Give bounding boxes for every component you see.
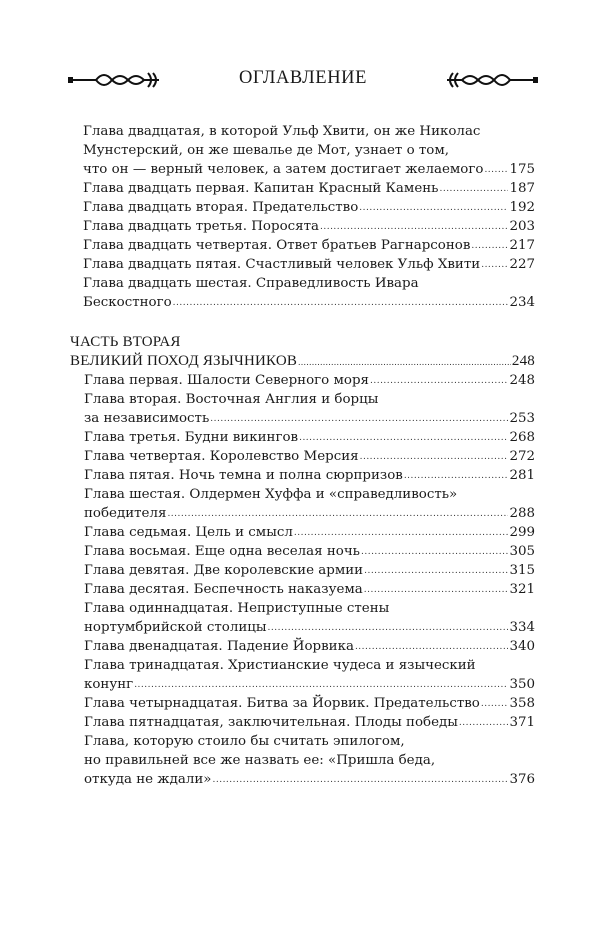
- dot-leader: [484, 160, 508, 179]
- dot-leader: [370, 371, 508, 390]
- entry-title: Глава шестая. Олдермен Хуффа и «справедливость»: [84, 487, 458, 502]
- entry-title: Глава третья. Будни викингов: [84, 430, 299, 445]
- entry-title: Глава десятая. Беспечность наказуема: [84, 582, 363, 597]
- entry-title: Глава тринадцатая. Христианские чудеса и языческий: [84, 658, 476, 673]
- toc-entry-line: [83, 236, 535, 255]
- toc-entry-line: [84, 637, 535, 656]
- dot-leader: [210, 409, 508, 428]
- dot-leader: [404, 466, 509, 485]
- dot-leader: [173, 293, 509, 312]
- dot-leader: [320, 217, 508, 236]
- dot-leader: [439, 179, 508, 198]
- toc-entry-line: [83, 198, 535, 217]
- toc-entry-line: [83, 293, 535, 312]
- page-number: 315: [509, 563, 535, 578]
- toc-entry-line: [84, 504, 535, 523]
- toc-entry-line: [84, 390, 378, 409]
- entry-title: Глава двадцать пятая. Счастливый человек Ульф Хвити: [83, 257, 481, 272]
- entry-title: что он — верный человек, а затем достигает желаемого: [83, 162, 484, 177]
- dot-leader: [355, 637, 509, 656]
- entry-title: Глава двадцать первая. Капитан Красный Камень: [83, 181, 439, 196]
- entry-title: Мунстерский, он же шевалье де Мот, узнает о том,: [83, 143, 450, 158]
- entry-title: конунг: [84, 677, 134, 692]
- toc-entry-line: [84, 447, 535, 466]
- page-number: 268: [509, 430, 535, 445]
- dot-leader: [360, 447, 509, 466]
- entry-title: откуда не ждали»: [84, 772, 212, 787]
- toc-entry-line: [84, 466, 535, 485]
- dot-leader: [268, 618, 509, 637]
- toc-entry-line: [84, 485, 457, 504]
- page-header: [0, 66, 606, 94]
- dot-leader: [459, 713, 509, 732]
- entry-title: Глава, которую стоило бы считать эпилогом,: [84, 734, 405, 749]
- toc-entry-line: [83, 122, 480, 141]
- part-title-line: [70, 352, 535, 371]
- page-number: 305: [509, 544, 535, 559]
- entry-title: Глава восьмая. Еще одна веселая ночь: [84, 544, 360, 559]
- toc-entry-line: [84, 694, 535, 713]
- dot-leader: [298, 352, 511, 371]
- page-number: 334: [509, 620, 535, 635]
- entry-title: победителя: [84, 506, 167, 521]
- page-number: 350: [509, 677, 535, 692]
- page-number: 234: [509, 295, 535, 310]
- ornament-right-icon: [445, 70, 540, 90]
- page-number: 272: [509, 449, 535, 464]
- entry-title: Глава девятая. Две королевские армии: [84, 563, 364, 578]
- entry-title: Глава первая. Шалости Северного моря: [84, 373, 369, 388]
- page-number: 376: [509, 772, 535, 787]
- entry-title: Бескостного: [83, 295, 172, 310]
- toc-entry-line: [84, 580, 535, 599]
- page-number: 281: [509, 468, 535, 483]
- page-title: ОГЛАВЛЕНИЕ: [238, 68, 368, 88]
- page-number: 175: [509, 162, 535, 177]
- dot-leader: [359, 198, 508, 217]
- dot-leader: [361, 542, 508, 561]
- toc-entry-line: [84, 656, 476, 675]
- entry-title: Глава двадцать третья. Поросята: [83, 219, 319, 234]
- toc-entry-line: [84, 523, 535, 542]
- page-number: 358: [509, 696, 535, 711]
- toc-entry-line: [84, 751, 435, 770]
- page-number: 217: [509, 238, 535, 253]
- entry-title: за независимость: [84, 411, 210, 426]
- entry-title: Глава двадцать четвертая. Ответ братьев Рагнарсонов: [83, 238, 471, 253]
- page-number: 371: [509, 715, 535, 730]
- toc-entry-line: [83, 255, 535, 274]
- toc-entry-line: [83, 274, 419, 293]
- toc-entry-line: [83, 217, 535, 236]
- toc-entry-line: [84, 770, 535, 789]
- dot-leader: [364, 561, 508, 580]
- entry-title: нортумбрийской столицы: [84, 620, 267, 635]
- toc-entry-line: [84, 618, 535, 637]
- dot-leader: [294, 523, 509, 542]
- entry-title: Глава двадцать шестая. Справедливость Ивара: [83, 276, 419, 291]
- entry-title: Глава двадцатая, в которой Ульф Хвити, он же Николас: [83, 124, 481, 139]
- toc-entry-line: [84, 561, 535, 580]
- page-number: 299: [509, 525, 535, 540]
- dot-leader: [167, 504, 508, 523]
- entry-title: Глава седьмая. Цель и смысл: [84, 525, 293, 540]
- entry-title: Глава пятнадцатая, заключительная. Плоды победы: [84, 715, 458, 730]
- dot-leader: [481, 694, 509, 713]
- part-label: ЧАСТЬ ВТОРАЯ: [70, 334, 181, 350]
- entry-title: Глава двадцать вторая. Предательство: [83, 200, 359, 215]
- toc-entry-line: [84, 409, 535, 428]
- toc-entry-line: [84, 713, 535, 732]
- page-number: 248: [509, 373, 535, 388]
- dot-leader: [212, 770, 508, 789]
- entry-title: Глава вторая. Восточная Англия и борцы: [84, 392, 379, 407]
- entry-title: Глава четвертая. Королевство Мерсия: [84, 449, 359, 464]
- toc-entry-line: [83, 160, 535, 179]
- entry-title: ВЕЛИКИЙ ПОХОД ЯЗЫЧНИКОВ: [70, 353, 298, 369]
- toc-entry-line: [84, 428, 535, 447]
- page-number: 253: [509, 411, 535, 426]
- entry-title: но правильней все же назвать ее: «Пришла беда,: [84, 753, 436, 768]
- entry-title: Глава пятая. Ночь темна и полна сюрпризов: [84, 468, 403, 483]
- toc-entry-line: [84, 599, 389, 618]
- toc-entry-line: [84, 542, 535, 561]
- dot-leader: [364, 580, 509, 599]
- dot-leader: [299, 428, 508, 447]
- page-number: 192: [509, 200, 535, 215]
- page-number: 340: [509, 639, 535, 654]
- page-number: 248: [511, 353, 535, 369]
- entry-title: Глава двенадцатая. Падение Йорвика: [84, 639, 354, 654]
- entry-title: Глава четырнадцатая. Битва за Йорвик. Предательство: [84, 696, 480, 711]
- dot-leader: [471, 236, 508, 255]
- page-number: 227: [509, 257, 535, 272]
- page-number: 288: [509, 506, 535, 521]
- dot-leader: [481, 255, 508, 274]
- toc-entry-line: [83, 141, 449, 160]
- page-number: 321: [509, 582, 535, 597]
- toc-entry-line: [84, 371, 535, 390]
- entry-title: Глава одиннадцатая. Неприступные стены: [84, 601, 390, 616]
- toc-entry-line: [84, 675, 535, 694]
- toc-entry-line: [83, 179, 535, 198]
- dot-leader: [134, 675, 508, 694]
- page-number: 187: [509, 181, 535, 196]
- page-number: 203: [509, 219, 535, 234]
- toc-entry-line: [84, 732, 405, 751]
